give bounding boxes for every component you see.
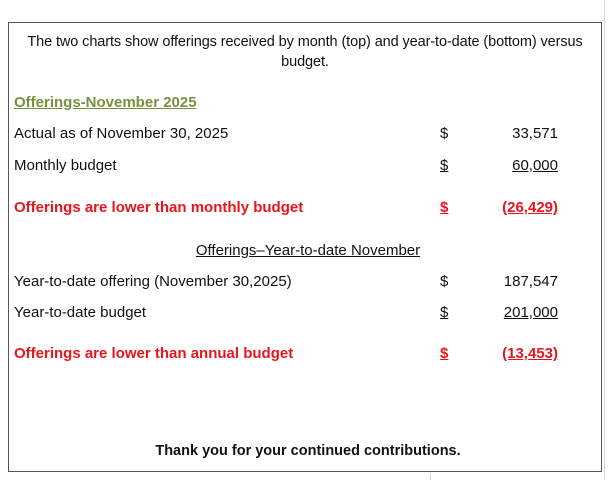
row-label: Monthly budget — [14, 157, 117, 174]
row-amount: 33,571 — [512, 125, 558, 142]
currency-symbol: $ — [440, 345, 449, 362]
gridline-bottom — [430, 474, 431, 480]
ytd-actual-row — [0, 271, 616, 293]
row-label: Actual as of November 30, 2025 — [14, 125, 229, 142]
currency-symbol: $ — [440, 125, 449, 142]
monthly-section-title: Offerings-November 2025 — [14, 94, 197, 111]
row-amount: (26,429) — [502, 199, 558, 216]
monthly-budget-row — [0, 155, 616, 177]
row-label: Offerings are lower than monthly budget — [14, 199, 304, 216]
row-label: Year-to-date budget — [14, 304, 147, 321]
currency-symbol: $ — [440, 273, 449, 290]
row-label: Year-to-date offering (November 30,2025) — [14, 273, 292, 290]
row-label: Offerings are lower than annual budget — [14, 345, 294, 362]
ytd-budget-row — [0, 302, 616, 324]
gridline-right — [604, 0, 605, 480]
intro-text: The two charts show offerings received by month (top) and year-to-date (bottom) versus budget. — [27, 34, 583, 70]
row-amount: 187,547 — [503, 273, 558, 290]
currency-symbol: $ — [440, 199, 449, 216]
row-amount: (13,453) — [502, 345, 558, 362]
thank-you-note: Thank you for your continued contributions. — [155, 443, 461, 459]
ytd-variance-row — [0, 343, 616, 365]
currency-symbol: $ — [440, 157, 449, 174]
monthly-variance-row — [0, 197, 616, 219]
row-amount: 201,000 — [503, 304, 558, 321]
currency-symbol: $ — [440, 304, 449, 321]
monthly-actual-row — [0, 123, 616, 145]
ytd-section-title: Offerings–Year-to-date November — [195, 242, 421, 259]
row-amount: 60,000 — [512, 157, 558, 174]
